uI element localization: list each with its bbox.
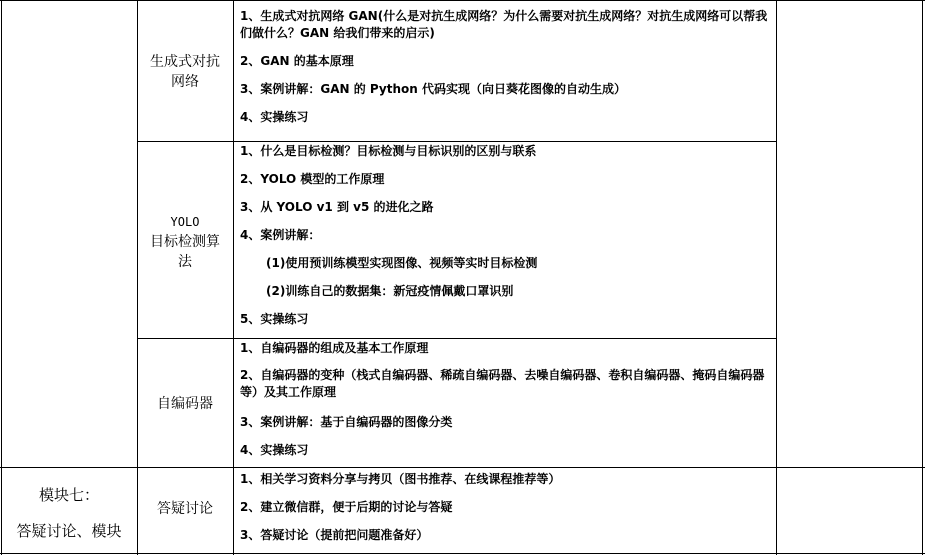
topic-text: 自编码器 <box>157 396 213 412</box>
table-border <box>0 0 925 1</box>
table-border <box>922 0 923 555</box>
list-item: (2)训练自己的数据集：新冠疫情佩戴口罩识别 <box>266 284 514 298</box>
topic-text: 法 <box>178 254 192 270</box>
column-divider <box>776 0 777 555</box>
module-title: 模块七： <box>38 486 99 504</box>
topic-cell-yolo <box>139 212 231 272</box>
list-item: 2、YOLO 模型的工作原理 <box>240 172 385 186</box>
list-item: 1、生成式对抗网络 GAN(什么是对抗生成网络？为什么需要对抗生成网络？对抗生成网络可以帮我们做什么？GAN 给我们带来的启示) <box>240 9 768 40</box>
row-divider <box>0 467 925 468</box>
topic-cell-gan <box>139 52 231 92</box>
list-item: 1、自编码器的组成及基本工作原理 <box>240 341 429 355</box>
topic-cell-autoencoder <box>139 394 231 414</box>
topic-text: 目标检测算 <box>150 234 220 250</box>
topic-text: 答疑讨论 <box>157 501 213 517</box>
list-item: 2、GAN 的基本原理 <box>240 54 354 68</box>
list-item: 3、答疑讨论（提前把问题准备好） <box>240 528 429 542</box>
module-subtitle: 答疑讨论、模块 <box>16 522 122 540</box>
column-divider <box>233 0 234 555</box>
list-item: 3、从 YOLO v1 到 v5 的进化之路 <box>240 200 434 214</box>
list-item: 1、什么是目标检测？目标检测与目标识别的区别与联系 <box>240 144 537 158</box>
table-border <box>1 0 2 555</box>
list-item: 2、建立微信群，便于后期的讨论与答疑 <box>240 500 453 514</box>
list-item: 4、案例讲解： <box>240 228 321 242</box>
topic-text: 网络 <box>171 74 199 90</box>
list-item: 4、实操练习 <box>240 110 309 124</box>
list-item: 2、自编码器的变种（栈式自编码器、稀疏自编码器、去噪自编码器、卷积自编码器、掩码自编码器等）及其工作原理 <box>240 368 765 399</box>
topic-cell-qa <box>139 499 231 519</box>
list-item: 5、实操练习 <box>240 312 309 326</box>
list-item: 3、案例讲解：基于自编码器的图像分类 <box>240 415 453 429</box>
list-item: 1、相关学习资料分享与拷贝（图书推荐、在线课程推荐等） <box>240 472 561 486</box>
list-item: (1)使用预训练模型实现图像、视频等实时目标检测 <box>266 256 538 270</box>
list-item: 3、案例讲解：GAN 的 Python 代码实现（向日葵花图像的自动生成） <box>240 82 626 96</box>
table-border <box>0 553 925 554</box>
topic-text: YOLO <box>170 215 200 229</box>
topic-text: 生成式对抗 <box>150 54 220 70</box>
column-divider <box>137 0 138 555</box>
list-item: 4、实操练习 <box>240 443 309 457</box>
